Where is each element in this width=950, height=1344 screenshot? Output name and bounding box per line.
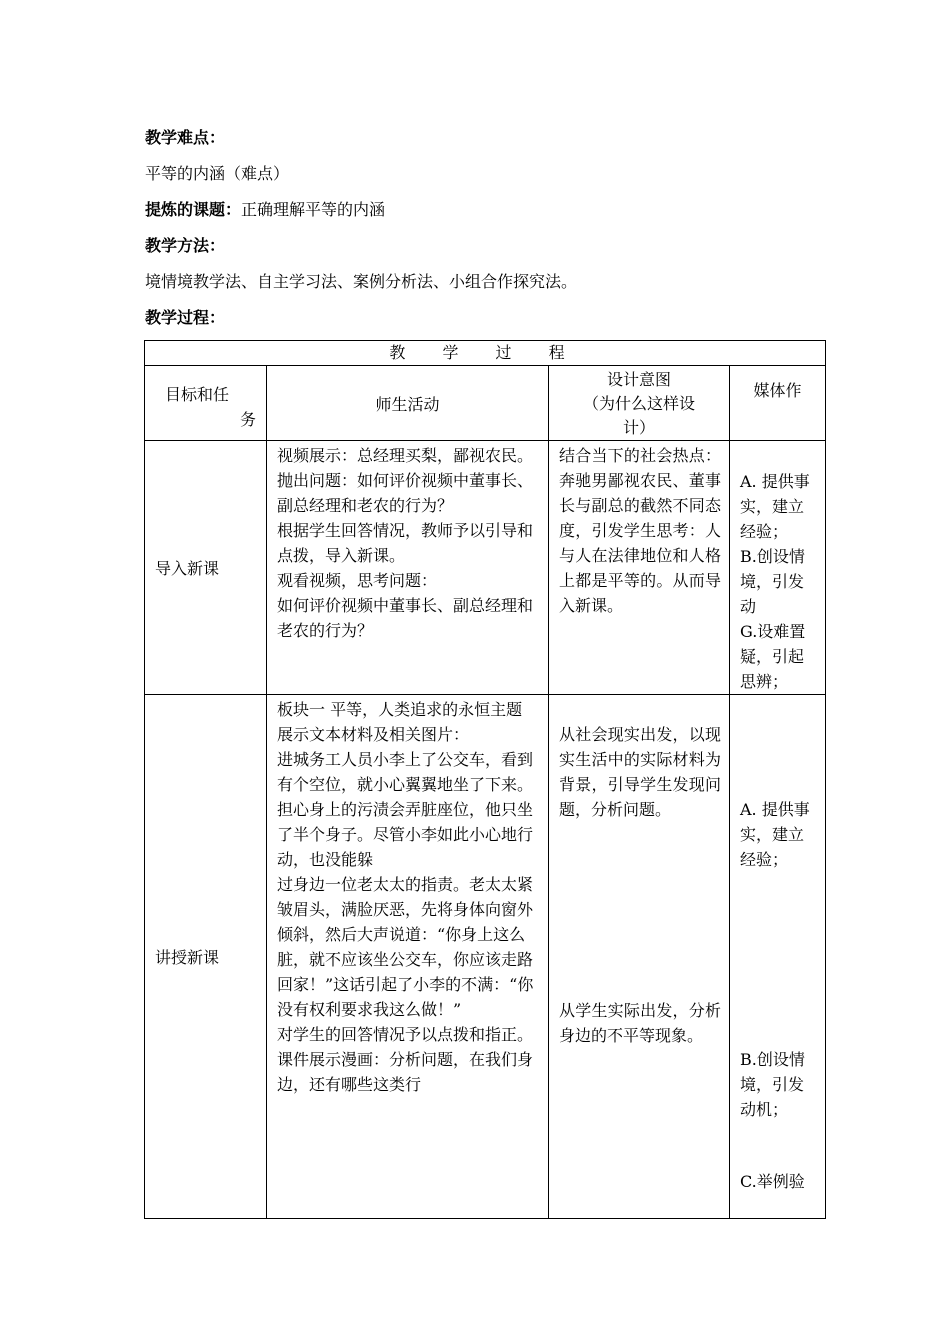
method-text: 境情境教学法、自主学习法、案例分析法、小组合作探究法。: [145, 272, 578, 291]
header-media: [730, 366, 826, 441]
table-title-row: [145, 341, 826, 366]
difficulty-heading: 教学难点：: [145, 128, 226, 147]
row2-design-1: 从社会现实出发，以现实生活中的实际材料为背景，引导学生发现问题，分析问题。: [559, 725, 721, 819]
teaching-process-table: [144, 340, 826, 1219]
row1-media: [730, 441, 826, 695]
row1-media-g: G.设难置疑，引起思辨；: [740, 622, 806, 691]
row2-activity: [267, 695, 549, 1219]
topic-line: [145, 198, 385, 222]
header-design-line2: （为什么这样设: [582, 394, 695, 413]
row1-activity-p3: 根据学生回答情况，教师予以引导和点拨，导入新课。: [277, 521, 534, 565]
header-media-text: 媒体作: [753, 381, 802, 400]
table-header-row: [145, 366, 826, 441]
row1-activity: [267, 441, 549, 695]
row2-activity-p5: 对学生的回答情况予以点拨和指正。: [277, 1025, 534, 1044]
row1-activity-p1: 视频展示：总经理买梨，鄙视农民。: [277, 446, 534, 465]
row2-goal-text: 讲授新课: [155, 948, 220, 967]
difficulty-text: 平等的内涵（难点）: [145, 164, 290, 183]
row1-media-b: B.创设情境，引发动: [740, 547, 805, 616]
row1-activity-p2: 抛出问题：如何评价视频中董事长、副总经理和老农的行为？: [277, 471, 534, 515]
row2-media-c: C.举例验: [740, 1172, 805, 1191]
row2-activity-p1: 板块一 平等，人类追求的永恒主题: [277, 700, 523, 719]
header-design: [549, 366, 730, 441]
row2-media-b: B.创设情境，引发动机；: [740, 1050, 805, 1119]
header-goal-line2: 务: [239, 410, 256, 429]
header-goal: [145, 366, 267, 441]
row2-design: [549, 695, 730, 1219]
header-design-line1: 设计意图: [606, 370, 671, 389]
header-design-line3: 计）: [622, 418, 655, 437]
row2-activity-p6: 课件展示漫画：分析问题，在我们身边，还有哪些这类行: [277, 1050, 534, 1094]
row2-activity-p4: 过身边一位老太太的指责。老太太紧皱眉头，满脸厌恶，先将身体向窗外倾斜，然后大声说道：“你身上这么脏，就不应该坐公交车，你应该走路回家！”这话引起了小李的不满：“你没有权利要求我这么做！”: [277, 875, 534, 1019]
row1-activity-p4: 观看视频，思考问题：: [277, 571, 438, 590]
table-title: 教 学 过 程: [145, 341, 826, 366]
topic-heading: 提炼的课题：: [145, 200, 242, 219]
row1-design: [549, 441, 730, 695]
row2-media: [730, 695, 826, 1219]
row2-goal: [145, 695, 267, 1219]
table-row: [145, 441, 826, 695]
table-row: [145, 695, 826, 1219]
row1-activity-p5: 如何评价视频中董事长、副总经理和老农的行为？: [277, 596, 534, 640]
header-activity: 师生活动: [267, 366, 549, 441]
topic-text: 正确理解平等的内涵: [241, 200, 386, 219]
header-goal-line1: 目标和任: [165, 385, 230, 404]
row2-activity-p3: 进城务工人员小李上了公交车，看到有个空位，就小心翼翼地坐了下来。担心身上的污渍会弄脏座位，他只坐了半个身子。尽管小李如此小心地行动，也没能躲: [277, 750, 534, 869]
row1-goal: [145, 441, 267, 695]
row2-activity-p2: 展示文本材料及相关图片：: [277, 725, 470, 744]
row2-design-2: 从学生实际出发，分析身边的不平等现象。: [559, 1001, 721, 1045]
row1-design-text: 结合当下的社会热点：奔驰男鄙视农民、董事长与副总的截然不同态度，引发学生思考：人与人在法律地位和人格上都是平等的。从而导入新课。: [559, 446, 721, 615]
row2-media-a: A. 提供事实，建立经验；: [740, 800, 810, 869]
row1-goal-text: 导入新课: [155, 559, 220, 578]
method-heading: 教学方法：: [145, 236, 226, 255]
process-heading: 教学过程：: [145, 308, 226, 327]
row1-media-a: A. 提供事实，建立经验；: [740, 472, 810, 541]
